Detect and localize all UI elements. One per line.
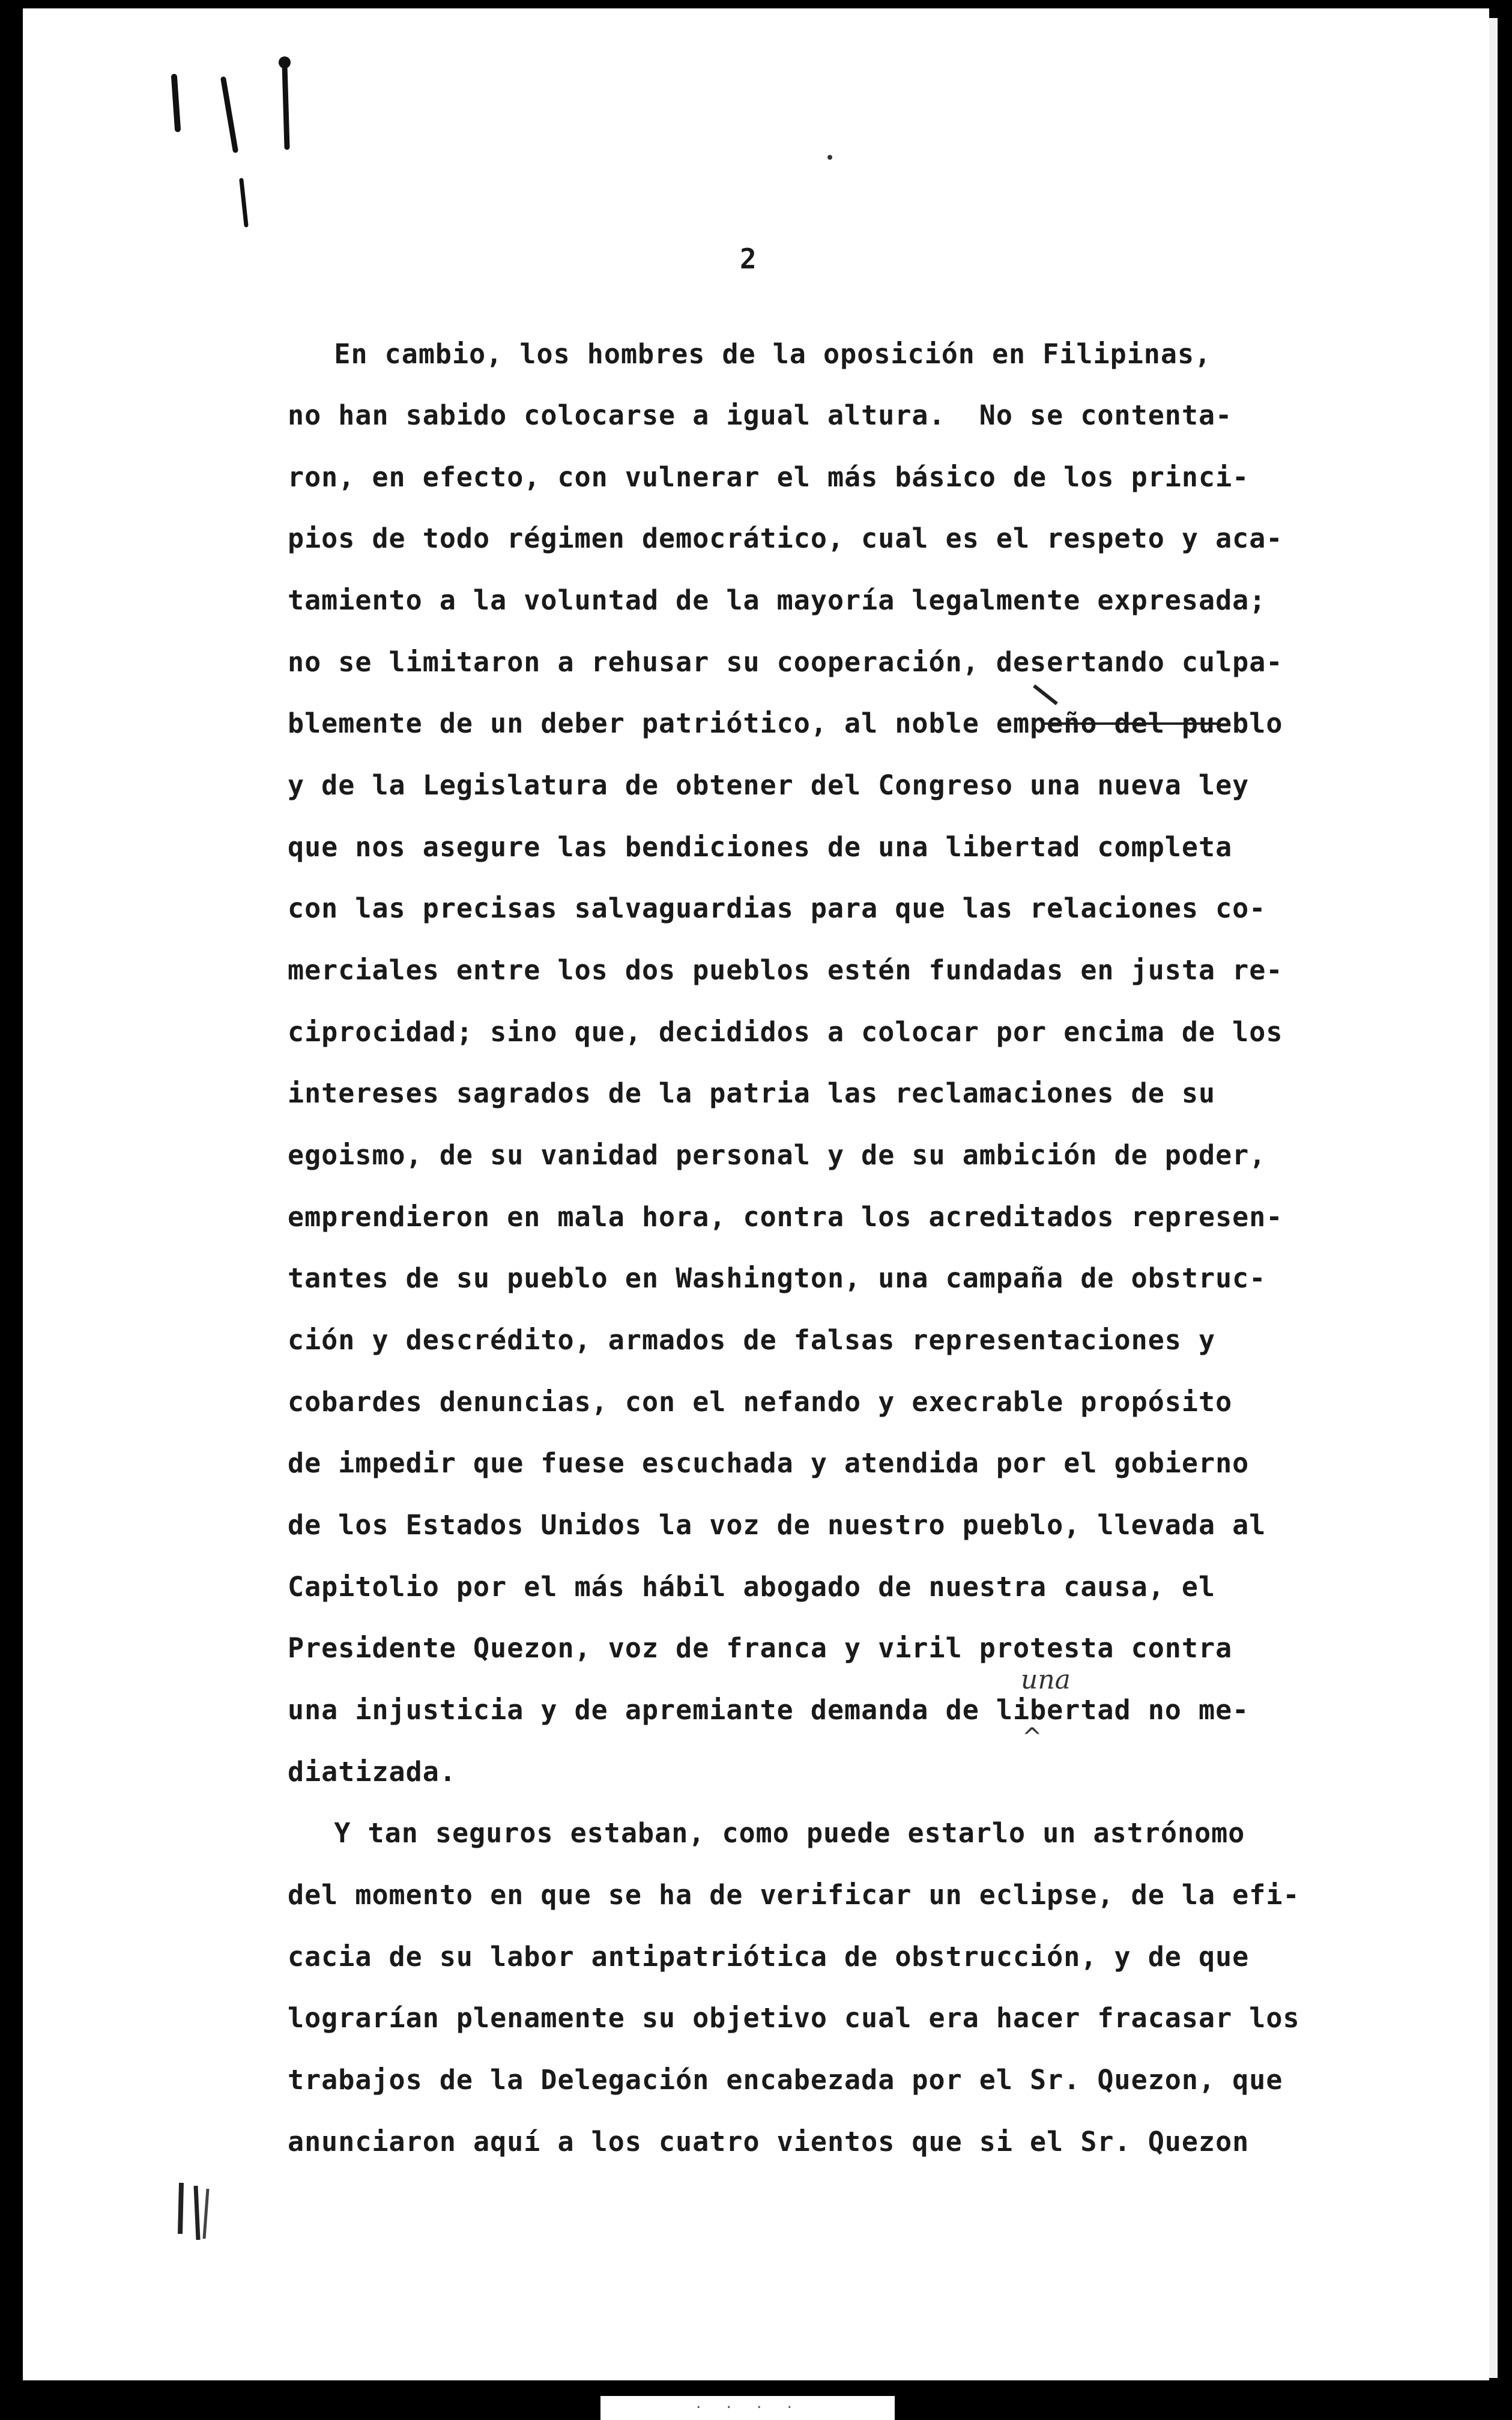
text-line: emprendieron en mala hora, contra los acreditados represen-	[288, 1201, 1283, 1233]
text-line: con las precisas salvaguardias para que las relaciones co-	[288, 892, 1266, 924]
page-edge	[1489, 18, 1498, 2378]
text-line: lograrían plenamente su objetivo cual era hacer fracasar los	[288, 2002, 1300, 2034]
text-line: tantes de su pueblo en Washington, una campaña de obstruc-	[288, 1262, 1266, 1294]
page-number: 2	[740, 243, 757, 275]
text-line: del momento en que se ha de verificar un eclipse, de la efi-	[288, 1879, 1300, 1911]
text-line: cobardes denuncias, con el nefando y execrable propósito	[288, 1386, 1233, 1418]
text-line: En cambio, los hombres de la oposición en Filipinas,	[267, 338, 1212, 370]
text-line: Capitolio por el más hábil abogado de nuestra causa, el	[288, 1571, 1216, 1603]
text-line: y de la Legislatura de obtener del Congreso una nueva ley	[288, 769, 1250, 801]
text-line: egoismo, de su vanidad personal y de su ambición de poder,	[288, 1139, 1266, 1171]
text-line: diatizada.	[288, 1756, 456, 1788]
text-line: Presidente Quezon, voz de franca y viril protesta contra	[288, 1632, 1233, 1664]
text-line: blemente de un deber patriótico, al noble empeño del pueblo	[288, 707, 1283, 739]
text-line: pios de todo régimen democrático, cual es el respeto y aca-	[288, 522, 1283, 554]
text-line: ron, en efecto, con vulnerar el más básico de los princi-	[288, 461, 1250, 493]
text-line: trabajos de la Delegación encabezada por el Sr. Quezon, que	[288, 2064, 1283, 2096]
text-line: una injusticia y de apremiante demanda de libertad no me-	[288, 1694, 1250, 1726]
text-line: no se limitaron a rehusar su cooperación, desertando culpa-	[288, 646, 1283, 678]
insertion-caret: ^	[1022, 1723, 1042, 1751]
handwritten-insert: una	[1021, 1665, 1071, 1695]
text-line: que nos asegure las bendiciones de una libertad completa	[288, 831, 1233, 863]
text-line: merciales entre los dos pueblos estén fundadas en justa re-	[288, 954, 1283, 986]
text-line: Y tan seguros estaban, como puede estarlo un astrónomo	[267, 1817, 1245, 1849]
footer-label: · · · ·	[600, 2396, 895, 2420]
text-line: anunciaron aquí a los cuatro vientos que si el Sr. Quezon	[288, 2126, 1250, 2158]
text-line: ciprocidad; sino que, decididos a colocar por encima de los	[288, 1016, 1283, 1048]
text-line: de los Estados Unidos la voz de nuestro pueblo, llevada al	[288, 1509, 1266, 1541]
text-line: cacia de su labor antipatriótica de obstrucción, y de que	[288, 1941, 1250, 1973]
text-line: intereses sagrados de la patria las reclamaciones de su	[288, 1077, 1216, 1109]
text-line: tamiento a la voluntad de la mayoría legalmente expresada;	[288, 584, 1266, 616]
text-line: de impedir que fuese escuchada y atendida por el gobierno	[288, 1447, 1250, 1479]
text-line: ción y descrédito, armados de falsas representaciones y	[288, 1324, 1216, 1356]
text-line: no han sabido colocarse a igual altura. No se contenta-	[288, 399, 1233, 431]
